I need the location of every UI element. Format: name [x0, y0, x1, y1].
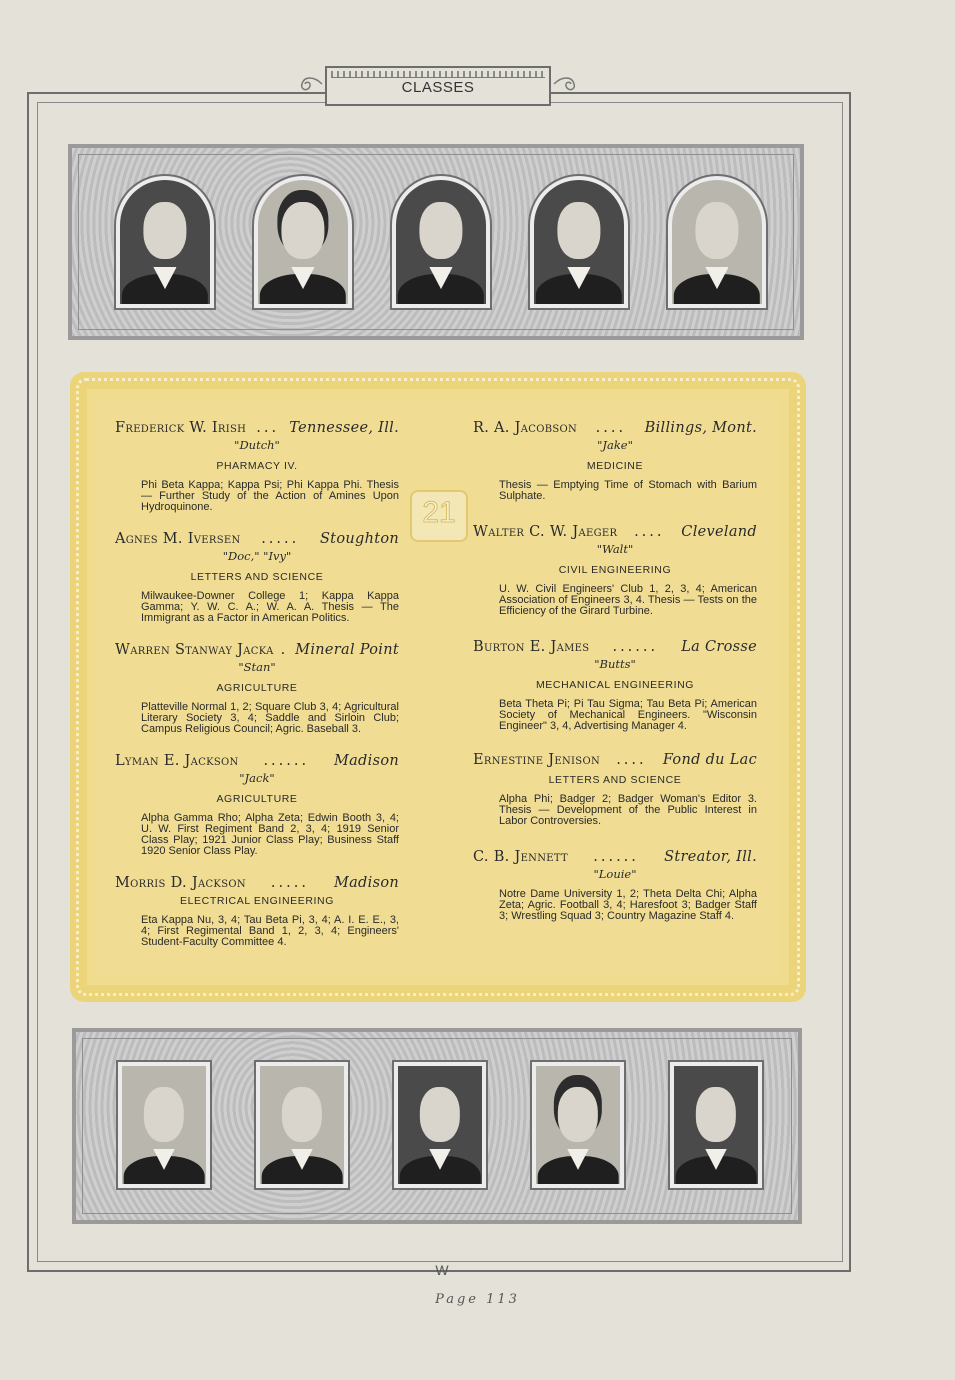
left-biography-column: [115, 420, 399, 964]
biography-entry: Lyman E. Jackson ...... Madison "Jack" AGRICULTURE Alpha Gamma Rho; Alpha Zeta; Edwin Booth 3, 4; U. W. First Regiment Band 2, 3, 4; 1919 Senior Class Play; 1921 Junior Class Play; Business Staff 1920 Senior Class Play.: [115, 753, 399, 857]
department: LETTERS AND SCIENCE: [190, 571, 324, 583]
student-name: Lyman E. Jackson: [115, 753, 239, 769]
department: LETTERS AND SCIENCE: [548, 774, 682, 786]
biography-entry: Burton E. James ...... La Crosse "Butts" MECHANICAL ENGINEERING Beta Theta Pi; Pi Tau Sigma; Tau Beta Pi; American Society of Mechanical Engineers. "Wisconsin Engineer" 3, 4, Advertising Manager 4.: [473, 639, 757, 732]
portrait-lyman-jackson: [528, 174, 630, 310]
hometown: Cleveland: [681, 524, 757, 540]
bottom-portrait-band: [72, 1028, 802, 1224]
section-header: [325, 66, 551, 106]
activities: Eta Kappa Nu, 3, 4; Tau Beta Pi, 3, 4; A. I. E. E., 3, 4; First Regimental Band 1, 2, 3, 4; Engineers' Student-Faculty Committee 4.: [141, 914, 399, 948]
department: AGRICULTURE: [216, 793, 298, 805]
hometown: Streator, Ill.: [664, 849, 757, 865]
portrait-agnes-iversen: [252, 174, 354, 310]
activities: Beta Theta Pi; Pi Tau Sigma; Tau Beta Pi; American Society of Mechanical Engineers. "Wisconsin Engineer" 3, 4, Advertising Manager 4.: [499, 698, 757, 732]
activities: Phi Beta Kappa; Kappa Psi; Phi Kappa Phi. Thesis — Further Study of the Action of Amines Upon Hydroquinone.: [141, 479, 399, 513]
activities: Platteville Normal 1, 2; Square Club 3, 4; Agricultural Literary Society 3, 4; Saddle and Sirloin Club; Campus Religious Council; Agric. Baseball 3.: [141, 701, 399, 735]
student-name: R. A. Jacobson: [473, 420, 578, 436]
biography-entry: Morris D. Jackson ..... Madison ELECTRICAL ENGINEERING Eta Kappa Nu, 3, 4; Tau Beta Pi, 3, 4; A. I. E. E., 3, 4; First Regimental Band 1, 2, 3, 4; Engineers' Student-Faculty Committee 4.: [115, 875, 399, 948]
student-name: Agnes M. Iversen: [115, 531, 241, 547]
hometown: Mineral Point: [295, 642, 399, 658]
department: ELECTRICAL ENGINEERING: [179, 895, 334, 907]
class-year: 21: [422, 496, 456, 529]
biography-entry: Walter C. W. Jaeger .... Cleveland "Walt" CIVIL ENGINEERING U. W. Civil Engineers' Club 1, 2, 3, 4; American Association of Engineers 3, 4. Thesis — Tests on the Efficiency of the Girard Turbine.: [473, 524, 757, 617]
header-ornament: [331, 71, 545, 78]
portrait-warren-jacka: [390, 174, 492, 310]
biography-entry: Frederick W. Irish ... Tennessee, Ill. "Dutch" PHARMACY IV. Phi Beta Kappa; Kappa Psi; Phi Kappa Phi. Thesis — Further Study of the Action of Amines Upon Hydroquinone.: [115, 420, 399, 513]
department: CIVIL ENGINEERING: [558, 564, 672, 576]
student-name: Frederick W. Irish: [115, 420, 247, 436]
nickname: "Jake": [597, 438, 633, 452]
hometown: Tennessee, Ill.: [289, 420, 399, 436]
hometown: Madison: [333, 875, 399, 891]
department: AGRICULTURE: [216, 682, 298, 694]
page-title: CLASSES: [401, 79, 475, 96]
portrait-ernestine-jenison: [530, 1060, 626, 1190]
nickname: "Doc," "Ivy": [222, 549, 292, 563]
activities: Thesis — Emptying Time of Stomach with Barium Sulphate.: [499, 479, 757, 502]
portrait-burton-james: [392, 1060, 488, 1190]
nickname: "Jack": [239, 771, 275, 785]
biography-entry: Ernestine Jenison .... Fond du Lac LETTERS AND SCIENCE Alpha Phi; Badger 2; Badger Woman's Editor 3. Thesis — Development of the Public Interest in Labor Controversies.: [473, 752, 757, 827]
activities: Notre Dame University 1, 2; Theta Delta Chi; Alpha Zeta; Agric. Football 3, 4; Haresfoot 3; Badger Staff 3; Wrestling Squad 3; Country Magazine Staff 4.: [499, 888, 757, 922]
biography-entry: R. A. Jacobson .... Billings, Mont. "Jake" MEDICINE Thesis — Emptying Time of Stomach with Barium Sulphate.: [473, 420, 757, 502]
hometown: Fond du Lac: [662, 752, 757, 768]
hometown: Madison: [333, 753, 399, 769]
nickname: "Walt": [596, 542, 634, 556]
portrait-walter-jaeger: [254, 1060, 350, 1190]
biography-entry: C. B. Jennett ...... Streator, Ill. "Louie" Notre Dame University 1, 2; Theta Delta Chi; Alpha Zeta; Agric. Football 3, 4; Haresfoot 3; Badger Staff 3; Wrestling Squad 3; Country Magazine Staff 4.: [473, 849, 757, 922]
department: MECHANICAL ENGINEERING: [535, 679, 695, 691]
student-name: Ernestine Jenison: [473, 752, 601, 768]
activities: U. W. Civil Engineers' Club 1, 2, 3, 4; American Association of Engineers 3, 4. Thesis — Tests on the Efficiency of the Girard Turbine.: [499, 583, 757, 617]
activities: Alpha Gamma Rho; Alpha Zeta; Edwin Booth 3, 4; U. W. First Regiment Band 2, 3, 4; 1919 Senior Class Play; 1921 Junior Class Play; Business Staff 1920 Senior Class Play.: [141, 812, 399, 857]
activities: Milwaukee-Downer College 1; Kappa Kappa Gamma; Y. W. C. A.; W. A. A. Thesis — The Immigrant as a Factor in American Politics.: [141, 590, 399, 624]
nickname: "Louie": [593, 867, 637, 881]
student-name: C. B. Jennett: [473, 849, 569, 865]
scroll-ornament-right: [552, 74, 580, 94]
portrait-morris-jackson: [666, 174, 768, 310]
biography-entry: Warren Stanway Jacka . Mineral Point "Stan" AGRICULTURE Platteville Normal 1, 2; Square Club 3, 4; Agricultural Literary Society 3, 4; Saddle and Sirloin Club; Campus Religious Council; Agric. Baseball 3.: [115, 642, 399, 735]
top-portrait-band: [68, 144, 804, 340]
student-name: Morris D. Jackson: [115, 875, 246, 891]
department: MEDICINE: [586, 460, 644, 472]
nickname: "Stan": [238, 660, 276, 674]
activities: Alpha Phi; Badger 2; Badger Woman's Editor 3. Thesis — Development of the Public Interest in Labor Controversies.: [499, 793, 757, 827]
hometown: Stoughton: [319, 531, 399, 547]
portrait-r-a-jacobson: [116, 1060, 212, 1190]
portrait-c-b-jennett: [668, 1060, 764, 1190]
student-name: Burton E. James: [473, 639, 590, 655]
student-name: Walter C. W. Jaeger: [473, 524, 618, 540]
department: PHARMACY IV.: [216, 460, 298, 472]
scroll-ornament-left: [296, 74, 324, 94]
portrait-frederick-irish: [114, 174, 216, 310]
hometown: La Crosse: [681, 639, 757, 655]
biography-entry: Agnes M. Iversen ..... Stoughton "Doc," "Ivy" LETTERS AND SCIENCE Milwaukee-Downer College 1; Kappa Kappa Gamma; Y. W. C. A.; W. A. A. Thesis — The Immigrant as a Factor in American Politics.: [115, 531, 399, 624]
hometown: Billings, Mont.: [644, 420, 757, 436]
student-name: Warren Stanway Jacka: [115, 642, 274, 658]
nickname: "Dutch": [234, 438, 280, 452]
nickname: "Butts": [594, 657, 636, 671]
right-biography-column: [473, 420, 757, 938]
class-year-badge: [410, 490, 468, 542]
w-emblem: W: [435, 1262, 449, 1278]
page-number: Page 113: [435, 1292, 520, 1307]
